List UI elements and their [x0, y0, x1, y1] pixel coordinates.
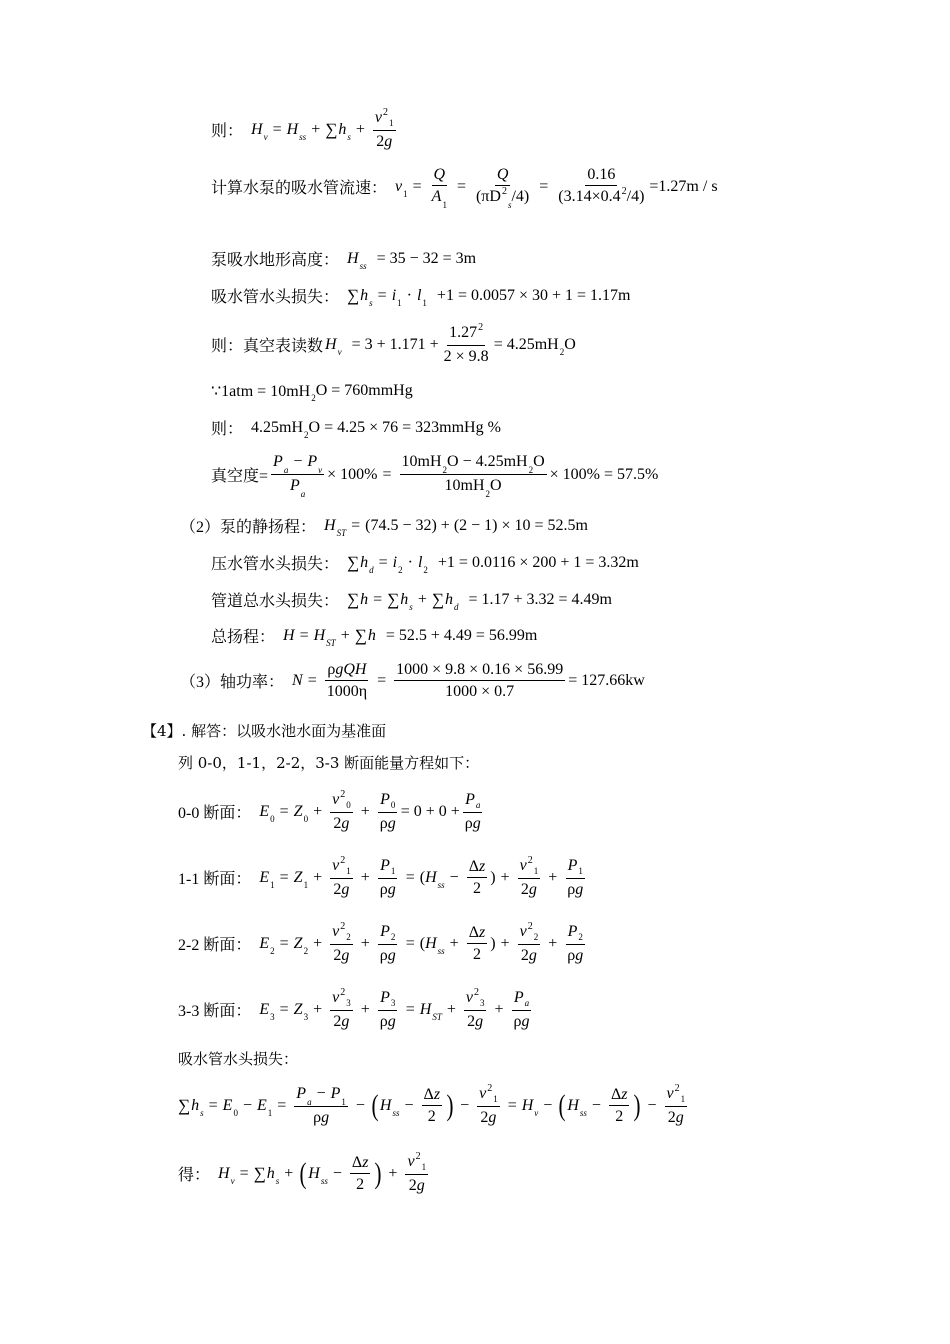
eq-section-33: 3-3 断面： E 3 = Z 3 + $\frac{v^2_3}{2g}$ + $\frac{P_3}{\rho g}$ = H ST + $\frac{v^2_3}{2g}$ + $\frac{P_a}{\rho g}$ [178, 987, 530, 1030]
label-discharge-loss: 压水管水头损失： [211, 556, 340, 573]
label-ze2: 则： [211, 421, 244, 438]
value-vac-num-mid: O − 4.25mH [447, 453, 528, 470]
value-atm-tail: O = 760mmHg [315, 382, 413, 399]
label-suction-loss: 吸水管水头损失： [211, 289, 340, 306]
eq-final-result: 得： H v = ∑ h s + ( H ss − $\frac{\Delta z}{2}$ ) + $\frac{v^2_1}{2g}$ [178, 1151, 427, 1194]
eq-static-head: （2）泵的静扬程： H ST = (74.5 − 32) + (2 − 1) × 10 = 52.5m [180, 514, 588, 537]
value-hd-expr: +1 = 0.0116 × 200 + 1 = 3.32m [437, 553, 639, 571]
label-sec11: 1-1 断面： [178, 871, 252, 888]
section-4-heading [142, 720, 386, 741]
value-hs-expr: +1 = 0.0057 × 30 + 1 = 1.17m [436, 286, 631, 304]
label-shaft-power: （3）轴功率： [180, 674, 285, 691]
value-hv-result: = 4.25mH [493, 335, 559, 353]
eq-hv-definition: 则： H v = H ss + ∑ h s + $\frac{v^2_1}{2g}$ [211, 107, 394, 150]
value-Q: 0.16 [585, 165, 617, 186]
suction-loss-label-line [178, 1048, 298, 1069]
section-4-heading-text: 【4】. 解答：以吸水池水面为基准面 [142, 722, 387, 740]
value-area-expr: 3.14×0.4 [563, 188, 621, 205]
label-vacuum-reading: 则：真空表读数 [211, 338, 324, 355]
eq-vacuum-degree: 真空度= $\frac{P_a - P_v}{P_a}$ × 100% = $\frac{10mH_2O - 4.25mH_2O}{10mH_2O}$ × 100% = 57.5% [211, 453, 659, 499]
eq-discharge-loss: 压水管水头损失： ∑ h d = i 2 · l 2 +1 = 0.0116 × 200 + 1 = 3.32m [211, 552, 639, 575]
label-static-head: （2）泵的静扬程： [180, 519, 317, 536]
value-hss: = 35 − 32 = 3m [376, 249, 477, 267]
value-N-den: 1000 × 0.7 [445, 683, 515, 700]
value-H-expr: = 52.5 + 4.49 = 56.99m [385, 626, 538, 644]
value-e0-tail: = 0 + 0 + [400, 802, 460, 820]
eq-suction-velocity: 计算水泵的吸水管流速： v 1 = $\frac{Q}{A_1}$ = $\frac{Q}{(\pi D^2_s/4)}$ = $\frac{0.16}{(3.14\times 0.4^2/4)}$ =1.27m / s [211, 166, 718, 210]
label-ze: 则： [211, 123, 244, 140]
eq-vacuum-reading: 则：真空表读数 H v = 3 + 1.171 + $\frac{1.27^2}{2 \times 9.8}$ = 4.25mH 2 O [211, 322, 576, 365]
eq-shaft-power: （3）轴功率： N = $\frac{\text{ρgQH}}{1000\eta}$ = $\frac{1000 \times 9.8 \times 0.16 \times 56.99}{1000 \times 0.7}$ = 127.66kw [180, 661, 645, 700]
eq-conversion: 则： 4.25mH 2 O = 4.25 × 76 = 323mmHg % [211, 416, 501, 439]
value-sumh-expr: = 1.17 + 3.32 = 4.49m [468, 590, 612, 608]
label-total-pipe-loss: 管道总水头损失： [211, 593, 340, 610]
eq-suction-loss: 吸水管水头损失： ∑ h s = i 1 · l 1 +1 = 0.0057 × 30 + 1 = 1.17m [211, 285, 631, 308]
label-sec00: 0-0 断面： [178, 805, 252, 822]
value-vac-tail: × 100% = 57.5% [549, 465, 659, 483]
value-hv-den: 2 × 9.8 [443, 348, 489, 365]
label-sec33: 3-3 断面： [178, 1003, 252, 1020]
eq-section-00: 0-0 断面： E 0 = Z 0 + $\frac{v^2_0}{2g}$ + $\frac{P_0}{\rho g}$ = 0 + 0 + $\frac{P_a}{\rho g}$ [178, 789, 481, 832]
label-total-head: 总扬程： [211, 629, 276, 646]
value-atm: ∵1atm = 10mH [211, 383, 311, 400]
label-suction-height: 泵吸水地形高度： [211, 252, 340, 269]
section-4-intro-text: 列 0-0，1-1，2-2，3-3 断面能量方程如下： [178, 754, 480, 772]
label-suction-loss2: 吸水管水头损失： [178, 1050, 299, 1068]
eq-section-11: 1-1 断面： E 1 = Z 1 + $\frac{v^2_1}{2g}$ + $\frac{P_1}{\rho g}$ = ( H ss − $\frac{\Delta z}{2}$ ) + $\frac{v^2_1}{2g}$ + $\frac{P_1}{\rho g}$ [178, 855, 584, 898]
value-hv-num: 1.27 [449, 324, 478, 341]
label-de: 得： [178, 1167, 211, 1184]
eq-total-head: 总扬程： H = H ST + ∑ h = 52.5 + 4.49 = 56.99m [211, 625, 538, 648]
eq-suction-loss-derivation: ∑ h s = E 0 − E 1 = $\frac{P_a - P_1}{\rho g}$ − ( H ss − $\frac{\Delta z}{2}$ ) − $\frac{v^2_1}{2g}$ = H v − ( H ss − $\frac{\Delta z}{2}$ ) − $\frac{v^2_1}{2g}$ [178, 1083, 686, 1126]
value-st-expr: (74.5 − 32) + (2 − 1) × 10 = 52.5m [365, 516, 588, 534]
value-v1-result: =1.27m / s [649, 177, 718, 195]
eq-section-22: 2-2 断面： E 2 = Z 2 + $\frac{v^2_2}{2g}$ + $\frac{P_2}{\rho g}$ = ( H ss + $\frac{\Delta z}{2}$ ) + $\frac{v^2_2}{2g}$ + $\frac{P_2}{\rho g}$ [178, 921, 584, 964]
section-4-intro [178, 752, 479, 773]
eq-atm: ∵1atm = 10mH 2 O = 760mmHg [211, 382, 413, 403]
value-conv: 4.25mH [251, 418, 304, 436]
label-sec22: 2-2 断面： [178, 937, 252, 954]
eq-suction-height: 泵吸水地形高度： H ss = 35 − 32 = 3m [211, 247, 476, 270]
eq-total-pipe-loss: 管道总水头损失： ∑ h = ∑ h s + ∑ h d = 1.17 + 3.32 = 4.49m [211, 589, 612, 612]
value-N-num: 1000 × 9.8 × 0.16 × 56.99 [394, 660, 565, 681]
value-vac-num: 10mH [401, 453, 442, 470]
value-hv-prefix: = 3 + 1.171 + [351, 335, 439, 353]
label-vacuum-degree: 真空度= [211, 468, 269, 485]
label-suction-velocity: 计算水泵的吸水管流速： [211, 180, 388, 197]
value-N-result: = 127.66kw [568, 671, 645, 689]
value-N-den-sym: 1000η [326, 683, 368, 700]
value-conv-tail: O = 4.25 × 76 = 323mmHg % [308, 418, 501, 436]
